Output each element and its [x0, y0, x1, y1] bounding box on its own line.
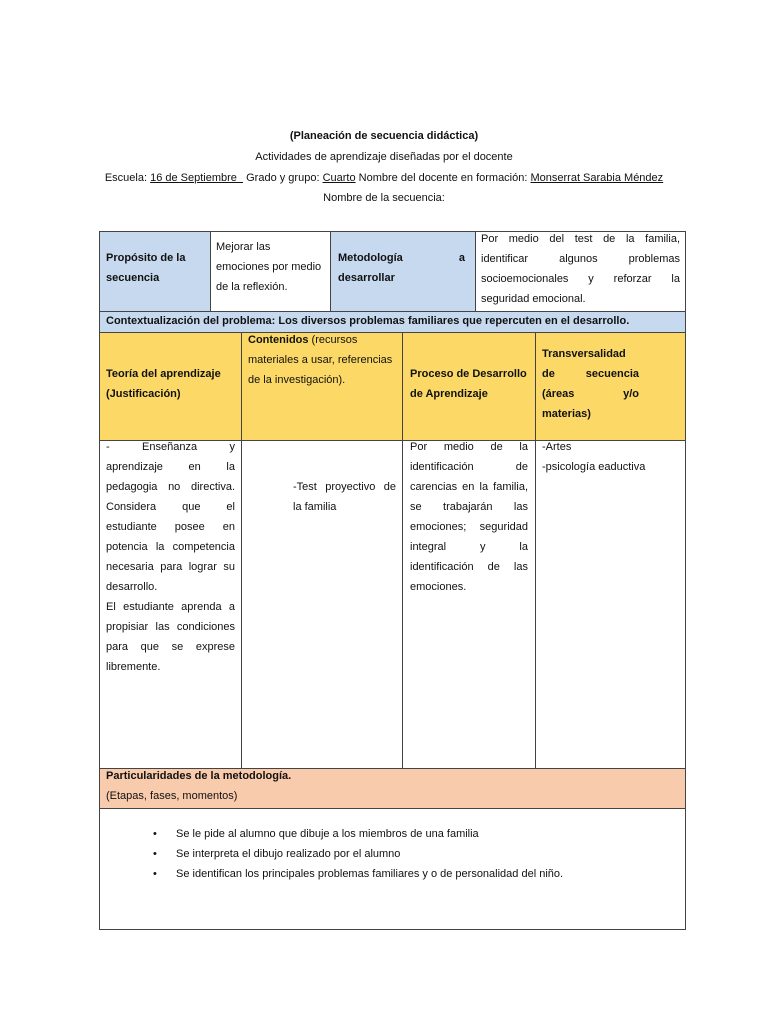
particularidades-list-cell: [99, 808, 686, 930]
contexto-cell: [99, 311, 686, 333]
proposito-label: Propósito de la secuencia: [106, 252, 186, 284]
contenidos-content-cell: [241, 440, 403, 769]
teoria-paragraph-1: - Enseñanza y aprendizaje en la pedagogia no directiva. Considera que el estudiante posee en potencia la competencia necesaria para lograr su desarrollo.: [106, 441, 235, 593]
grado-label: Grado y grupo:: [246, 172, 320, 184]
metodologia-value-cell: [475, 231, 686, 312]
contenidos-header-rest: (recursos materiales a usar, referencias de la investigación).: [248, 334, 393, 386]
metodologia-value: Por medio del test de la familia, identificar algunos problemas socioemocionales y reforzar la seguridad emocional.: [481, 233, 680, 305]
transversalidad-header-cell: [535, 332, 686, 441]
transversalidad-header: Transversalidad de secuencia (áreas y/o materias): [542, 348, 639, 420]
docente-label: Nombre del docente en formación:: [358, 172, 528, 184]
proceso-header: Proceso de Desarrollo de Aprendizaje: [410, 368, 527, 400]
grado-value: Cuarto: [322, 172, 356, 184]
proceso-content-cell: [402, 440, 536, 769]
list-item: • Se le pide al alumno que dibuje a los miembros de una familia: [126, 824, 679, 844]
contenidos-header-bold: Contenidos: [248, 334, 309, 346]
teoria-paragraph-2: El estudiante aprenda a propisiar las condiciones para que se exprese libremente.: [106, 601, 235, 673]
document-subtitle: Actividades de aprendizaje diseñadas por el docente: [255, 151, 513, 163]
docente-value: Monserrat Sarabia Méndez: [530, 172, 664, 184]
particularidades-cell: [99, 768, 686, 809]
metodologia-label: Metodología a desarrollar: [338, 252, 465, 284]
contenidos-text: -Test proyectivo de la familia: [293, 481, 396, 513]
proposito-label-cell: [99, 231, 211, 312]
proposito-value: Mejorar las emociones por medio de la reflexión.: [216, 241, 322, 293]
proceso-header-cell: [402, 332, 536, 441]
secuencia-name-label: Nombre de la secuencia:: [323, 192, 445, 204]
metodologia-label-cell: [330, 231, 476, 312]
proceso-text: Por medio de la identificación de carencias en la familia, se trabajarán las emociones; seguridad integral y la identificación de las emociones.: [410, 441, 528, 593]
escuela-value: 16 de Septiembre: [150, 172, 237, 184]
transversalidad-item: -Artes: [542, 441, 572, 453]
teoria-header-cell: [99, 332, 242, 441]
contenidos-header-cell: [241, 332, 403, 441]
list-item: • Se interpreta el dibujo realizado por el alumno: [126, 844, 679, 864]
teoria-header: Teoría del aprendizaje (Justificación): [106, 368, 221, 400]
contexto-label: Contextualización del problema: Los diversos problemas familiares que repercuten en el desarrollo.: [106, 315, 630, 327]
transversalidad-content-cell: [535, 440, 686, 769]
teoria-content-cell: [99, 440, 242, 769]
escuela-underline-space: [237, 172, 243, 184]
transversalidad-item: -psicología eaductiva: [542, 461, 646, 473]
particularidades-list: [126, 824, 679, 884]
proposito-value-cell: [210, 231, 331, 312]
particularidades-subtitle: (Etapas, fases, momentos): [106, 790, 238, 802]
list-item: • Se identifican los principales problemas familiares y o de personalidad del niño.: [126, 864, 679, 884]
escuela-label: Escuela:: [104, 172, 148, 184]
school-info-line: [0, 171, 768, 185]
particularidades-title: Particularidades de la metodología.: [106, 770, 292, 782]
document-title: (Planeación de secuencia didáctica): [289, 130, 479, 142]
